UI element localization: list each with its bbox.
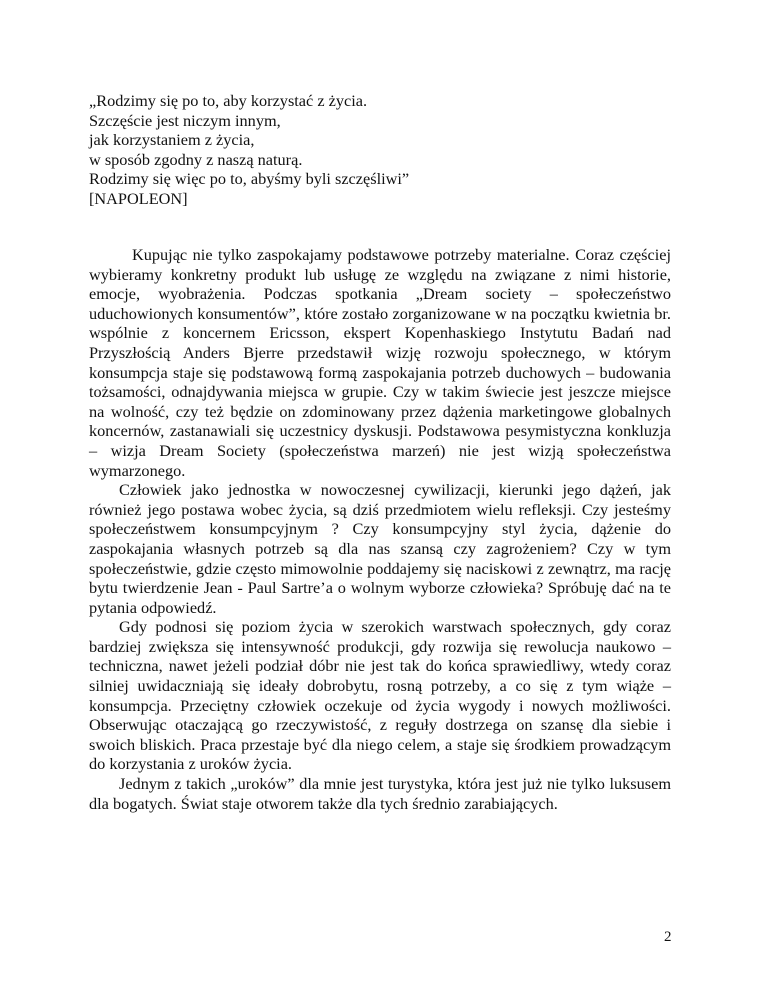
epigraph-line: w sposób zgodny z naszą naturą.: [89, 149, 303, 169]
body-text: [89, 245, 671, 813]
paragraph: Człowiek jako jednostka w nowoczesnej cywilizacji, kierunki jego dążeń, jak również jego postawa wobec życia, są dziś przedmiotem wielu refleksji. Czy jesteśmy społeczeństwem konsumpcyjnym ? Czy konsumpcyjny styl życia, dążenie do zaspokajania własnych potrzeb są dla nas szansą czy zagrożeniem? Czy w tym społeczeństwie, gdzie często mimowolnie poddajemy się naciskowi z zewnątrz, ma rację bytu twierdzenie Jean - Paul Sartre’a o wolnym wyborze człowieka? Spróbuję dać na te pytania odpowiedź.: [89, 480, 671, 617]
page-number: 2: [664, 929, 672, 945]
epigraph-line: Szczęście jest niczym innym,: [89, 110, 281, 130]
paragraph: Kupując nie tylko zaspokajamy podstawowe potrzeby materialne. Coraz częściej wybieramy konkretny produkt lub usługę ze względu na związane z nimi historie, emocje, wyobrażenia. Podczas spotkania „Dream society – społeczeństwo uduchowionych konsumentów”, które zostało zorganizowane w na początku kwietnia br. wspólnie z koncernem Ericsson, ekspert Kopenhaskiego Instytutu Badań nad Przyszłością Anders Bjerre przedstawił wizję rozwoju społecznego, w którym konsumpcja staje się podstawową formą zaspokajania potrzeb duchowych – budowania tożsamości, odnajdywania miejsca w grupie. Czy w takim świecie jest jeszcze miejsce na wolność, czy też będzie on zdominowany przez dążenia marketingowe globalnych koncernów, zastanawiali się uczestnicy dyskusji. Podstawowa pesymistyczna konkluzja – wizja Dream Society (społeczeństwa marzeń) nie jest wizją społeczeństwa wymarzonego.: [89, 245, 671, 480]
epigraph-line: Rodzimy się więc po to, abyśmy byli szczęśliwi”: [89, 169, 410, 189]
paragraph: Jednym z takich „uroków” dla mnie jest turystyka, która jest już nie tylko luksusem dla bogatych. Świat staje otworem także dla tych średnio zarabiających.: [89, 774, 671, 813]
epigraph-line: „Rodzimy się po to, aby korzystać z życia.: [89, 91, 368, 110]
epigraph-attribution: [NAPOLEON]: [89, 188, 188, 208]
epigraph-quote: [89, 91, 649, 209]
paragraph: Gdy podnosi się poziom życia w szerokich warstwach społecznych, gdy coraz bardziej zwiększa się intensywność produkcji, gdy rozwija się rewolucja naukowo – techniczna, nawet jeżeli podział dóbr nie jest tak do końca sprawiedliwy, wtedy coraz silniej uwidaczniają się ideały dobrobytu, rosną potrzeby, a co się z tym wiąże – konsumpcja. Przeciętny człowiek oczekuje od życia wygody i nowych możliwości. Obserwując otaczającą go rzeczywistość, z reguły dostrzega on szansę dla siebie i swoich bliskich. Praca przestaje być dla niego celem, a staje się środkiem prowadzącym do korzystania z uroków życia.: [89, 617, 671, 774]
epigraph-line: jak korzystaniem z życia,: [89, 130, 255, 150]
